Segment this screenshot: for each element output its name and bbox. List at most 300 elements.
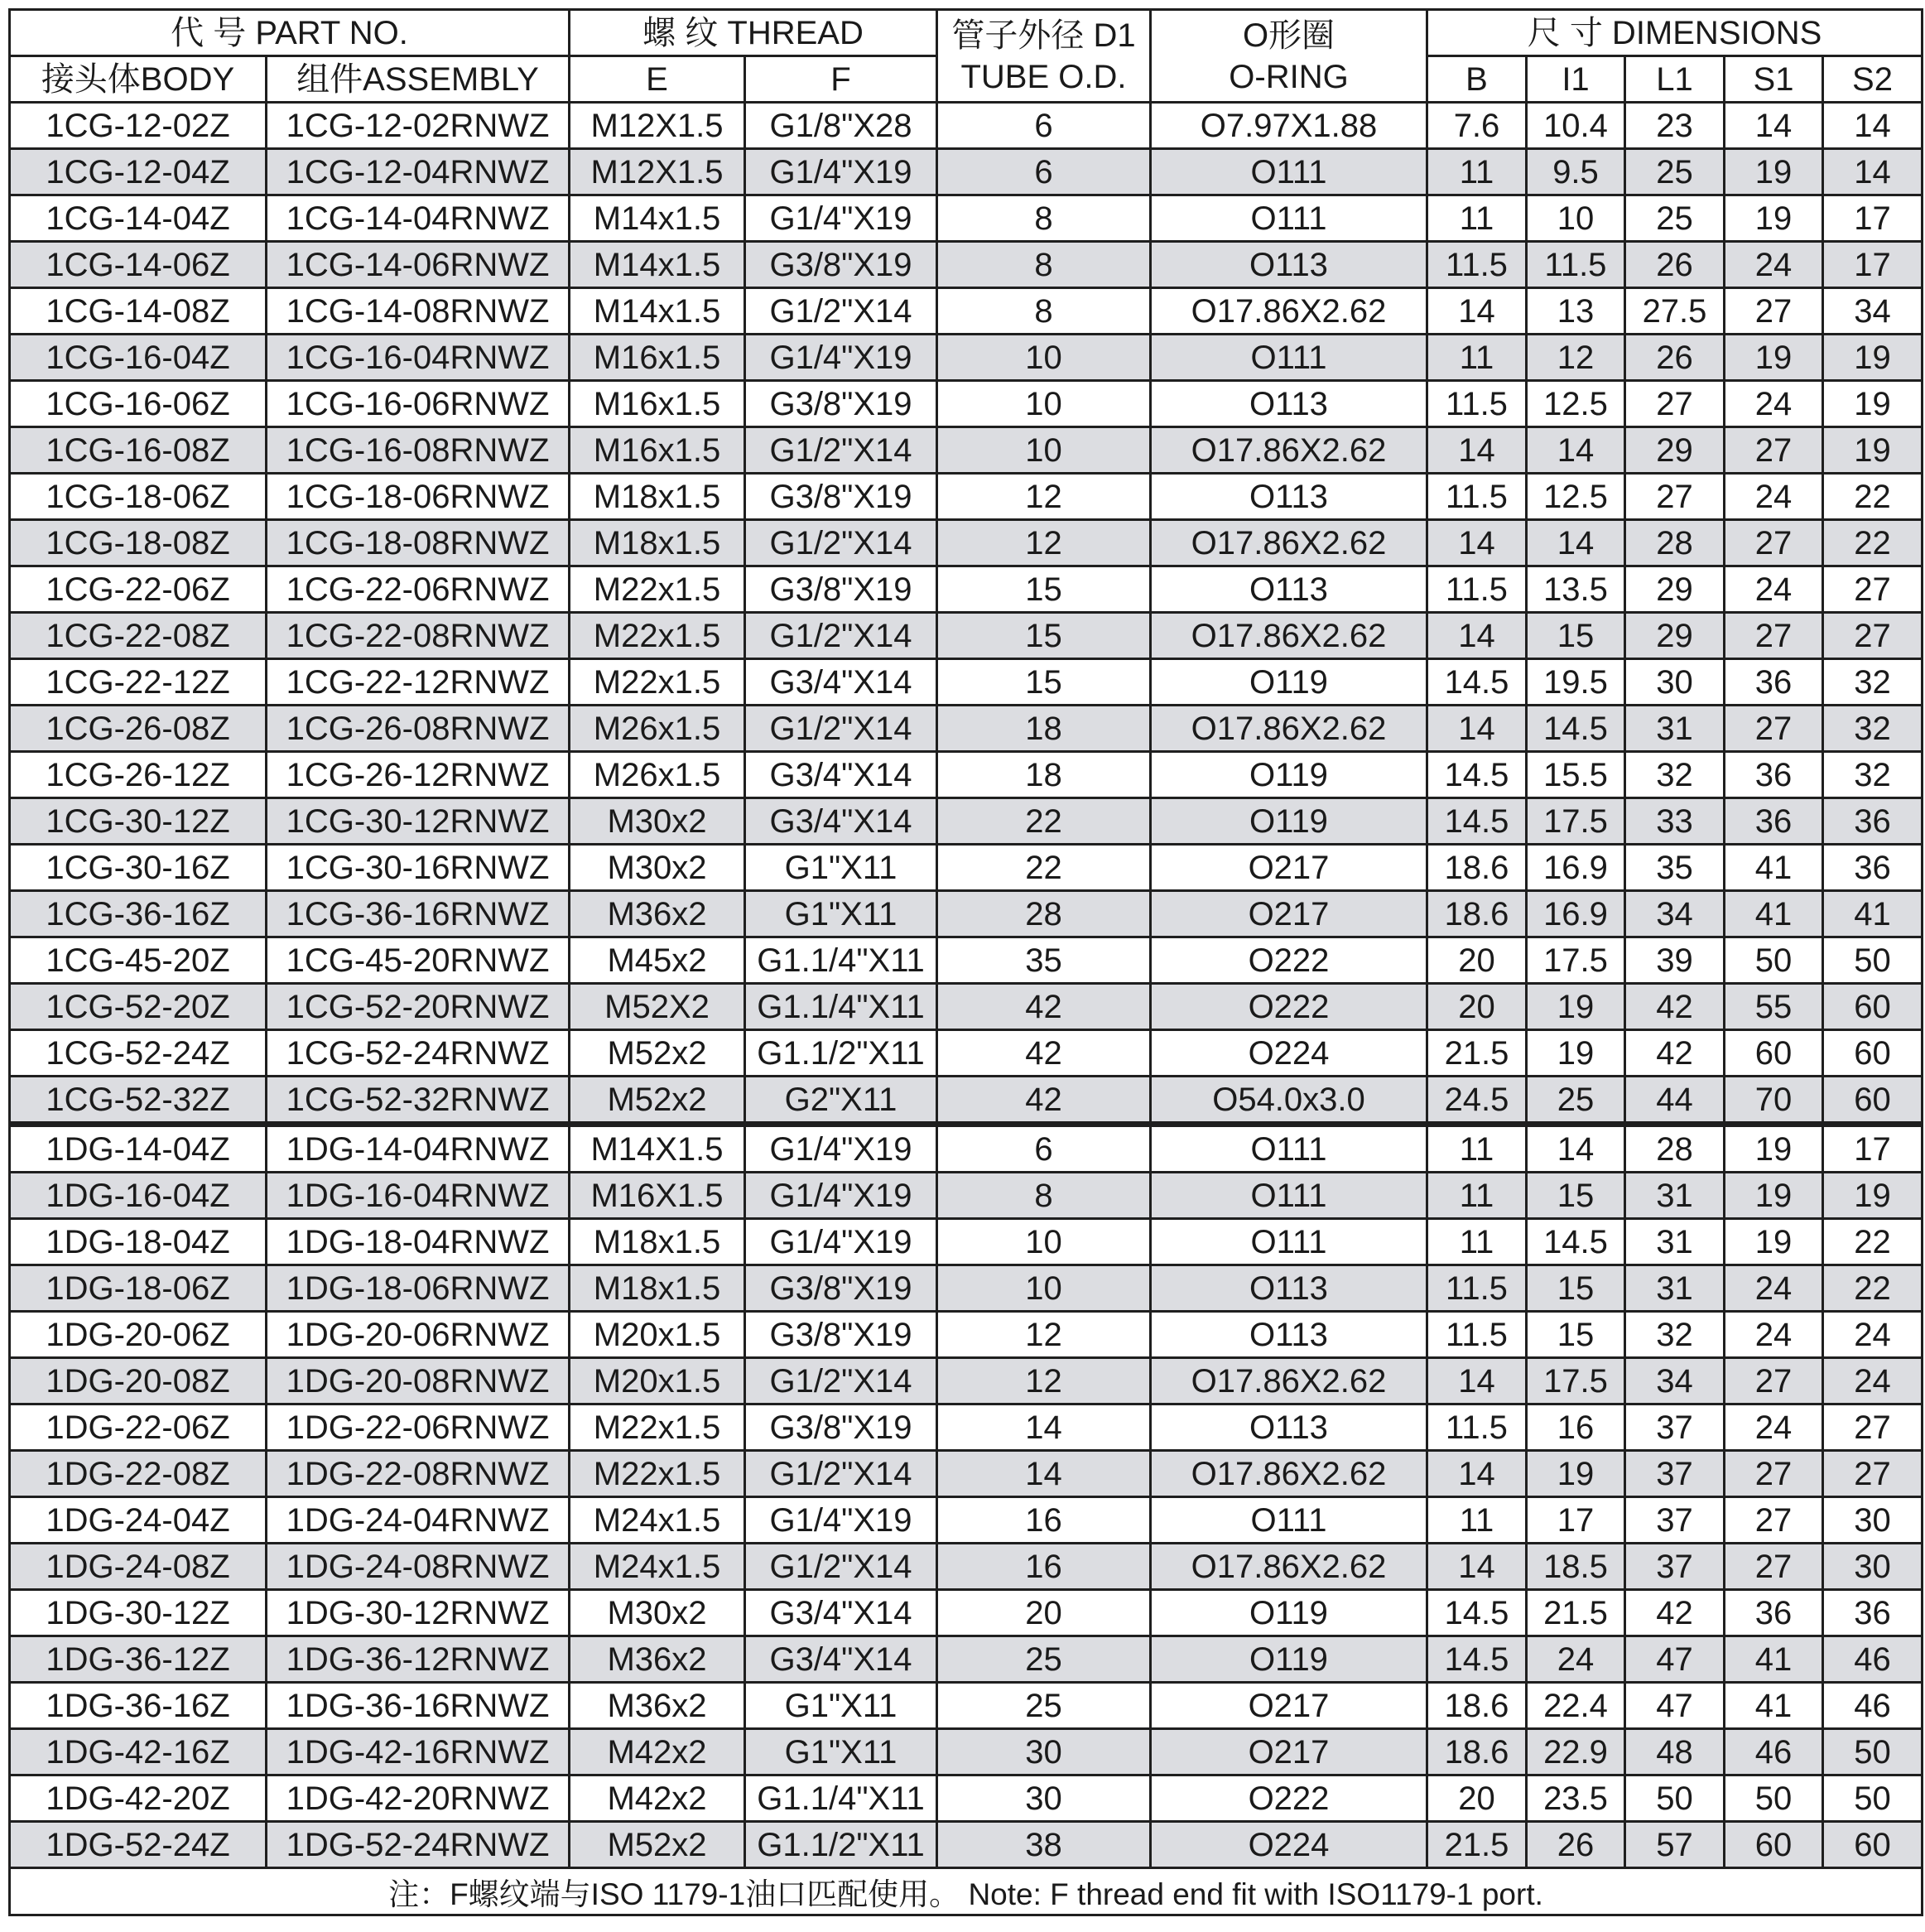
dim-l1-cell: 11.5 [1527,242,1625,288]
oring-header [1151,10,1427,103]
thread-f-cell: G3/8"X19 [745,1265,937,1312]
table-row [10,845,1923,891]
body-cell: 1DG-22-08Z [10,1451,267,1497]
dim-s1-cell: 70 [1725,1077,1823,1125]
dim-s2-cell: 34 [1823,288,1923,335]
thread-e-cell: M36x2 [570,891,745,937]
dim-L1-cell: 26 [1625,335,1725,381]
oring-cell: O222 [1151,984,1427,1030]
dim-s1-cell: 24 [1725,566,1823,613]
body-cell: 1DG-42-20Z [10,1775,267,1822]
thread-f-cell: G1/4"X19 [745,335,937,381]
thread-f-cell: G1/2"X14 [745,706,937,752]
table-row [10,752,1923,798]
dim-L1-cell: 27 [1625,474,1725,520]
table-row [10,335,1923,381]
dim-b-cell: 18.6 [1427,891,1527,937]
dim-l1-cell: 25 [1527,1077,1625,1125]
dim-L1-cell: 34 [1625,1358,1725,1404]
dim-s2-header: S2 [1823,56,1923,103]
dim-l1-cell: 18.5 [1527,1544,1625,1590]
body-cell: 1CG-18-08Z [10,520,267,566]
thread-f-cell: G1.1/4"X11 [745,1775,937,1822]
assembly-cell: 1DG-24-04RNWZ [267,1497,570,1544]
dim-L1-cell: 32 [1625,1312,1725,1358]
assembly-cell: 1DG-18-06RNWZ [267,1265,570,1312]
dim-l1-cell: 12 [1527,335,1625,381]
dim-l1-cell: 14 [1527,1125,1625,1173]
dim-s2-cell: 27 [1823,1404,1923,1451]
tube-od-cell: 6 [937,103,1151,149]
dim-b-cell: 14 [1427,1544,1527,1590]
tube-od-cell: 12 [937,1358,1151,1404]
thread-f-cell: G3/8"X19 [745,1312,937,1358]
dim-b-cell: 24.5 [1427,1077,1527,1125]
dim-b-cell: 20 [1427,937,1527,984]
dim-b-cell: 14 [1427,288,1527,335]
dim-l1-cell: 10 [1527,195,1625,242]
table-row [10,1265,1923,1312]
dim-s2-cell: 19 [1823,335,1923,381]
thread-f-cell: G1.1/4"X11 [745,984,937,1030]
dim-L1-cell: 23 [1625,103,1725,149]
oring-cell: O217 [1151,845,1427,891]
dim-s2-cell: 27 [1823,1451,1923,1497]
part-no-header: 代 号 PART NO. [10,10,570,56]
dim-s1-cell: 27 [1725,1358,1823,1404]
tube-od-header [937,10,1151,103]
dim-s1-cell: 24 [1725,381,1823,427]
dim-b-cell: 11 [1427,335,1527,381]
dim-l1-cell: 16 [1527,1404,1625,1451]
tube-od-cell: 8 [937,195,1151,242]
dim-b-cell: 14.5 [1427,1590,1527,1636]
thread-f-cell: G1"X11 [745,1729,937,1775]
dim-s1-cell: 19 [1725,1219,1823,1265]
dim-b-cell: 14 [1427,1451,1527,1497]
body-cell: 1DG-36-12Z [10,1636,267,1683]
dim-s2-cell: 60 [1823,1077,1923,1125]
dim-l1-cell: 15 [1527,1173,1625,1219]
dimensions-header: 尺 寸 DIMENSIONS [1427,10,1923,56]
dim-s2-cell: 19 [1823,1173,1923,1219]
assembly-cell: 1DG-30-12RNWZ [267,1590,570,1636]
dim-s2-cell: 22 [1823,1265,1923,1312]
dim-L1-header: L1 [1625,56,1725,103]
dim-l1-cell: 17 [1527,1497,1625,1544]
tube-od-header-line1: 管子外径 D1 [951,17,1136,54]
assembly-cell: 1DG-42-20RNWZ [267,1775,570,1822]
dim-s1-cell: 19 [1725,195,1823,242]
thread-e-cell: M26x1.5 [570,706,745,752]
body-cell: 1CG-14-06Z [10,242,267,288]
dim-s1-cell: 41 [1725,1636,1823,1683]
tube-od-cell: 22 [937,845,1151,891]
dim-L1-cell: 42 [1625,1590,1725,1636]
oring-cell: O17.86X2.62 [1151,706,1427,752]
assembly-cell: 1CG-12-02RNWZ [267,103,570,149]
body-cell: 1CG-14-04Z [10,195,267,242]
dim-s2-cell: 32 [1823,752,1923,798]
oring-cell: O217 [1151,891,1427,937]
dim-s2-cell: 50 [1823,937,1923,984]
assembly-cell: 1CG-16-06RNWZ [267,381,570,427]
dim-b-cell: 11.5 [1427,1404,1527,1451]
table-row [10,566,1923,613]
thread-f-cell: G1"X11 [745,845,937,891]
assembly-cell: 1CG-14-08RNWZ [267,288,570,335]
table-row [10,1173,1923,1219]
dim-s2-cell: 46 [1823,1636,1923,1683]
thread-e-cell: M14X1.5 [570,1125,745,1173]
dim-L1-cell: 37 [1625,1404,1725,1451]
dim-s1-cell: 24 [1725,474,1823,520]
dim-L1-cell: 39 [1625,937,1725,984]
body-cell: 1DG-30-12Z [10,1590,267,1636]
dim-L1-cell: 26 [1625,242,1725,288]
assembly-cell: 1CG-22-08RNWZ [267,613,570,659]
table-row [10,1590,1923,1636]
dim-s2-cell: 22 [1823,520,1923,566]
body-cell: 1CG-22-12Z [10,659,267,706]
dim-s2-cell: 22 [1823,474,1923,520]
assembly-cell: 1CG-30-16RNWZ [267,845,570,891]
thread-f-cell: G3/8"X19 [745,566,937,613]
dim-L1-cell: 37 [1625,1544,1725,1590]
thread-header: 螺 纹 THREAD [570,10,937,56]
oring-cell: O17.86X2.62 [1151,613,1427,659]
body-cell: 1DG-20-08Z [10,1358,267,1404]
dim-s2-cell: 19 [1823,381,1923,427]
oring-cell: O113 [1151,1312,1427,1358]
tube-od-cell: 15 [937,566,1151,613]
table-row [10,288,1923,335]
assembly-cell: 1DG-20-08RNWZ [267,1358,570,1404]
thread-f-cell: G3/4"X14 [745,752,937,798]
tube-od-cell: 42 [937,984,1151,1030]
dim-s1-cell: 36 [1725,798,1823,845]
oring-cell: O111 [1151,1219,1427,1265]
dim-b-cell: 18.6 [1427,845,1527,891]
thread-e-cell: M16x1.5 [570,427,745,474]
oring-cell: O119 [1151,1590,1427,1636]
assembly-cell: 1CG-14-06RNWZ [267,242,570,288]
tube-od-cell: 16 [937,1544,1151,1590]
tube-od-cell: 42 [937,1077,1151,1125]
tube-od-cell: 30 [937,1729,1151,1775]
oring-cell: O119 [1151,752,1427,798]
oring-cell: O113 [1151,242,1427,288]
assembly-cell: 1DG-20-06RNWZ [267,1312,570,1358]
dim-s2-cell: 27 [1823,613,1923,659]
assembly-cell: 1CG-30-12RNWZ [267,798,570,845]
oring-cell: O17.86X2.62 [1151,427,1427,474]
tube-od-cell: 20 [937,1590,1151,1636]
table-row [10,659,1923,706]
oring-cell: O113 [1151,566,1427,613]
dim-s2-cell: 50 [1823,1775,1923,1822]
tube-od-cell: 35 [937,937,1151,984]
table-row [10,1683,1923,1729]
oring-cell: O113 [1151,381,1427,427]
tube-od-cell: 10 [937,335,1151,381]
thread-f-cell: G3/4"X14 [745,1590,937,1636]
body-cell: 1DG-24-08Z [10,1544,267,1590]
fitting-spec-table [8,8,1923,1916]
dim-b-cell: 11.5 [1427,1312,1527,1358]
tube-od-cell: 30 [937,1775,1151,1822]
thread-f-cell: G1/2"X14 [745,1451,937,1497]
tube-od-cell: 38 [937,1822,1151,1868]
dim-s2-cell: 50 [1823,1729,1923,1775]
table-row [10,798,1923,845]
dim-l1-cell: 17.5 [1527,937,1625,984]
dim-b-cell: 14.5 [1427,659,1527,706]
dim-b-cell: 14.5 [1427,798,1527,845]
dim-L1-cell: 31 [1625,706,1725,752]
dim-s1-cell: 27 [1725,520,1823,566]
tube-od-cell: 22 [937,798,1151,845]
oring-cell: O217 [1151,1729,1427,1775]
body-cell: 1DG-18-04Z [10,1219,267,1265]
body-cell: 1CG-30-16Z [10,845,267,891]
thread-e-cell: M45x2 [570,937,745,984]
assembly-cell: 1DG-16-04RNWZ [267,1173,570,1219]
dim-s2-cell: 24 [1823,1358,1923,1404]
assembly-cell: 1CG-22-06RNWZ [267,566,570,613]
dim-s1-cell: 14 [1725,103,1823,149]
thread-e-cell: M20x1.5 [570,1312,745,1358]
thread-f-cell: G1.1/4"X11 [745,937,937,984]
assembly-cell: 1DG-36-12RNWZ [267,1636,570,1683]
thread-e-cell: M22x1.5 [570,659,745,706]
table-row [10,1312,1923,1358]
dim-s2-cell: 17 [1823,1125,1923,1173]
thread-e-cell: M52x2 [570,1030,745,1077]
assembly-cell: 1DG-22-08RNWZ [267,1451,570,1497]
body-cell: 1CG-52-24Z [10,1030,267,1077]
dim-s1-cell: 19 [1725,1173,1823,1219]
assembly-cell: 1CG-26-08RNWZ [267,706,570,752]
oring-cell: O17.86X2.62 [1151,1544,1427,1590]
body-cell: 1CG-16-06Z [10,381,267,427]
thread-e-cell: M24x1.5 [570,1497,745,1544]
table-row [10,1636,1923,1683]
thread-e-cell: M30x2 [570,1590,745,1636]
dim-l1-cell: 23.5 [1527,1775,1625,1822]
assembly-cell: 1DG-42-16RNWZ [267,1729,570,1775]
dim-s1-cell: 27 [1725,613,1823,659]
dim-l1-cell: 17.5 [1527,1358,1625,1404]
assembly-header: 组件ASSEMBLY [267,56,570,103]
oring-cell: O224 [1151,1822,1427,1868]
dim-b-cell: 20 [1427,984,1527,1030]
thread-f-cell: G1/2"X14 [745,1358,937,1404]
table-row [10,1775,1923,1822]
tube-od-cell: 6 [937,1125,1151,1173]
dim-l1-cell: 16.9 [1527,891,1625,937]
dim-s1-cell: 50 [1725,937,1823,984]
dim-b-header: B [1427,56,1527,103]
thread-f-cell: G1/4"X19 [745,1219,937,1265]
dim-b-cell: 11.5 [1427,566,1527,613]
assembly-cell: 1CG-52-24RNWZ [267,1030,570,1077]
table-row [10,242,1923,288]
thread-e-cell: M22x1.5 [570,613,745,659]
body-cell: 1CG-14-08Z [10,288,267,335]
body-cell: 1CG-12-04Z [10,149,267,195]
dim-L1-cell: 29 [1625,566,1725,613]
dim-l1-header: I1 [1527,56,1625,103]
dim-l1-cell: 21.5 [1527,1590,1625,1636]
oring-cell: O224 [1151,1030,1427,1077]
body-cell: 1CG-16-08Z [10,427,267,474]
oring-cell: O113 [1151,474,1427,520]
dim-b-cell: 14 [1427,613,1527,659]
thread-f-cell: G3/4"X14 [745,659,937,706]
table-row [10,195,1923,242]
tube-od-cell: 14 [937,1451,1151,1497]
dim-L1-cell: 47 [1625,1636,1725,1683]
thread-e-cell: M22x1.5 [570,566,745,613]
oring-cell: O119 [1151,798,1427,845]
dim-l1-cell: 13.5 [1527,566,1625,613]
assembly-cell: 1CG-36-16RNWZ [267,891,570,937]
dim-b-cell: 21.5 [1427,1030,1527,1077]
oring-cell: O7.97X1.88 [1151,103,1427,149]
oring-header-line2: O-RING [1229,58,1349,95]
dim-s2-cell: 32 [1823,659,1923,706]
header-row-top [10,10,1923,56]
footnote: 注：F螺纹端与ISO 1179-1油口匹配使用。 Note: F thread end fit with ISO1179-1 port. [10,1868,1923,1915]
dim-s1-cell: 24 [1725,1312,1823,1358]
body-cell: 1CG-26-08Z [10,706,267,752]
spec-table-container [8,8,1923,1916]
table-row [10,1404,1923,1451]
dim-b-cell: 14.5 [1427,1636,1527,1683]
table-row [10,1497,1923,1544]
thread-f-cell: G3/8"X19 [745,381,937,427]
dim-b-cell: 11 [1427,1173,1527,1219]
tube-od-cell: 10 [937,381,1151,427]
thread-f-cell: G1"X11 [745,891,937,937]
dim-l1-cell: 15 [1527,613,1625,659]
dim-L1-cell: 29 [1625,613,1725,659]
oring-cell: O111 [1151,149,1427,195]
body-cell: 1DG-22-06Z [10,1404,267,1451]
dim-l1-cell: 19 [1527,984,1625,1030]
thread-e-cell: M36x2 [570,1683,745,1729]
oring-cell: O113 [1151,1404,1427,1451]
thread-e-cell: M12X1.5 [570,103,745,149]
table-row [10,1125,1923,1173]
thread-f-cell: G1"X11 [745,1683,937,1729]
oring-cell: O54.0x3.0 [1151,1077,1427,1125]
dim-L1-cell: 37 [1625,1451,1725,1497]
assembly-cell: 1CG-26-12RNWZ [267,752,570,798]
thread-f-cell: G1/2"X14 [745,427,937,474]
dim-L1-cell: 32 [1625,752,1725,798]
dim-s2-cell: 22 [1823,1219,1923,1265]
table-row [10,891,1923,937]
oring-cell: O17.86X2.62 [1151,1358,1427,1404]
thread-e-cell: M18x1.5 [570,520,745,566]
table-row [10,1030,1923,1077]
thread-f-cell: G1/2"X14 [745,288,937,335]
table-row [10,427,1923,474]
dim-l1-cell: 16.9 [1527,845,1625,891]
dim-s1-cell: 36 [1725,659,1823,706]
oring-cell: O217 [1151,1683,1427,1729]
dim-s2-cell: 17 [1823,195,1923,242]
dim-L1-cell: 27 [1625,381,1725,427]
dim-s1-cell: 60 [1725,1030,1823,1077]
dim-s1-header: S1 [1725,56,1823,103]
dim-s1-cell: 27 [1725,1451,1823,1497]
body-cell: 1CG-52-32Z [10,1077,267,1125]
table-row [10,520,1923,566]
oring-cell: O119 [1151,1636,1427,1683]
dim-s1-cell: 27 [1725,288,1823,335]
thread-f-cell: G1/4"X19 [745,195,937,242]
assembly-cell: 1DG-24-08RNWZ [267,1544,570,1590]
dim-l1-cell: 13 [1527,288,1625,335]
dim-l1-cell: 9.5 [1527,149,1625,195]
tube-od-cell: 25 [937,1636,1151,1683]
dim-L1-cell: 48 [1625,1729,1725,1775]
tube-od-cell: 18 [937,752,1151,798]
dim-s1-cell: 24 [1725,1404,1823,1451]
dim-l1-cell: 24 [1527,1636,1625,1683]
thread-f-cell: G1/4"X19 [745,1173,937,1219]
dim-b-cell: 14 [1427,1358,1527,1404]
dim-s2-cell: 46 [1823,1683,1923,1729]
tube-od-cell: 12 [937,1312,1151,1358]
dim-L1-cell: 27.5 [1625,288,1725,335]
assembly-cell: 1CG-22-12RNWZ [267,659,570,706]
body-cell: 1CG-30-12Z [10,798,267,845]
dim-l1-cell: 14 [1527,427,1625,474]
dim-l1-cell: 19.5 [1527,659,1625,706]
thread-e-cell: M26x1.5 [570,752,745,798]
tube-od-cell: 8 [937,1173,1151,1219]
dim-b-cell: 11.5 [1427,381,1527,427]
table-row [10,381,1923,427]
dim-s2-cell: 30 [1823,1497,1923,1544]
dim-s2-cell: 36 [1823,845,1923,891]
dim-s1-cell: 19 [1725,149,1823,195]
tube-od-cell: 14 [937,1404,1151,1451]
assembly-cell: 1CG-45-20RNWZ [267,937,570,984]
table-row [10,1451,1923,1497]
thread-f-cell: G3/4"X14 [745,798,937,845]
oring-header-line1: O形圈 [1242,17,1335,54]
dim-L1-cell: 29 [1625,427,1725,474]
dim-b-cell: 11.5 [1427,1265,1527,1312]
thread-f-cell: G1/2"X14 [745,613,937,659]
dim-l1-cell: 17.5 [1527,798,1625,845]
thread-e-cell: M12X1.5 [570,149,745,195]
oring-cell: O111 [1151,195,1427,242]
table-row [10,1358,1923,1404]
thread-e-cell: M52x2 [570,1077,745,1125]
dim-s2-cell: 36 [1823,798,1923,845]
dim-s1-cell: 19 [1725,1125,1823,1173]
dim-L1-cell: 37 [1625,1497,1725,1544]
thread-f-cell: G3/4"X14 [745,1636,937,1683]
thread-e-cell: M52X2 [570,984,745,1030]
table-row [10,706,1923,752]
